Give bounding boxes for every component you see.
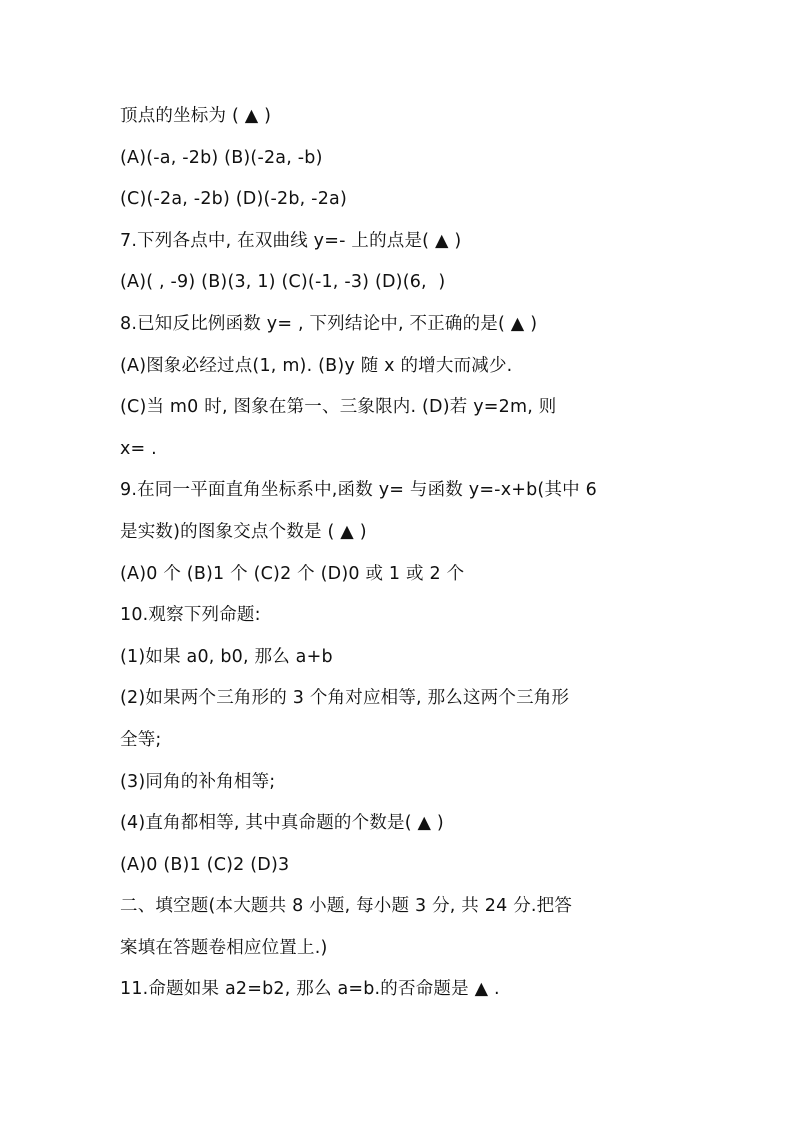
- question-9: 9.在同一平面直角坐标系中,函数 y= 与函数 y=-x+b(其中 6: [120, 480, 597, 501]
- text-line: x= .: [120, 438, 157, 459]
- text-line: (A)图象必经过点(1, m). (B)y 随 x 的增大而减少.: [120, 355, 513, 376]
- text-line: (3)同角的补角相等;: [120, 771, 276, 792]
- question-8: 8.已知反比例函数 y= , 下列结论中, 不正确的是( ▲ ): [120, 313, 538, 334]
- text-line: (1)如果 a0, b0, 那么 a+b: [120, 646, 333, 667]
- section-heading: 二、填空题(本大题共 8 小题, 每小题 3 分, 共 24 分.把答: [120, 896, 573, 917]
- text-line: 案填在答题卷相应位置上.): [120, 937, 328, 958]
- question-10: 10.观察下列命题:: [120, 605, 261, 626]
- document-body: [120, 96, 680, 1011]
- text-line: 全等;: [120, 729, 162, 750]
- text-line: (A)(-a, -2b) (B)(-2a, -b): [120, 147, 323, 168]
- question-7: 7.下列各点中, 在双曲线 y=- 上的点是( ▲ ): [120, 230, 462, 251]
- text-line: (C)(-2a, -2b) (D)(-2b, -2a): [120, 189, 347, 210]
- text-line: (A)( , -9) (B)(3, 1) (C)(-1, -3) (D)(6, ): [120, 272, 446, 293]
- text-line: 顶点的坐标为 ( ▲ ): [120, 106, 272, 126]
- text-line: 是实数)的图象交点个数是 ( ▲ ): [120, 521, 367, 542]
- text-line: (A)0 (B)1 (C)2 (D)3: [120, 854, 290, 875]
- text-line: (A)0 个 (B)1 个 (C)2 个 (D)0 或 1 或 2 个: [120, 563, 465, 584]
- question-11: 11.命题如果 a2=b2, 那么 a=b.的否命题是 ▲ .: [120, 979, 500, 1000]
- text-line: (2)如果两个三角形的 3 个角对应相等, 那么这两个三角形: [120, 688, 570, 709]
- text-line: (C)当 m0 时, 图象在第一、三象限内. (D)若 y=2m, 则: [120, 397, 557, 418]
- text-line: (4)直角都相等, 其中真命题的个数是( ▲ ): [120, 813, 444, 834]
